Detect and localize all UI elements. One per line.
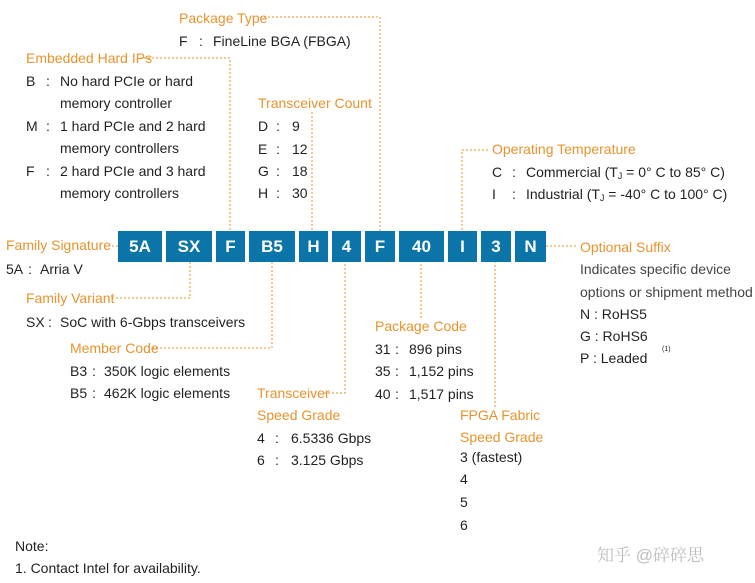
code-box-operating-temperature: I [448, 231, 477, 262]
item-value: 350K logic elements [104, 363, 231, 379]
item-key: E [258, 141, 268, 157]
leader-member-code [152, 262, 272, 348]
optional-suffix-item: P : Leaded [580, 350, 648, 366]
item-key: G [258, 163, 269, 179]
item-value: 30 [292, 185, 308, 201]
transceiver-count-item [258, 118, 318, 134]
leader-operating-temperature [462, 150, 488, 231]
item-key: F [26, 163, 35, 179]
fpga-speed-grade-title-1: FPGA Fabric [460, 407, 541, 423]
package-code-item [375, 386, 475, 402]
item-sep: : [46, 73, 50, 89]
item-sep: : [46, 163, 50, 179]
item-sep: : [28, 261, 32, 277]
item-sep: : [276, 185, 280, 201]
transceiver-speed-grade-item [257, 452, 377, 468]
item-sep: : [92, 385, 96, 401]
item-value: 18 [292, 163, 308, 179]
family-signature-title: Family Signature [6, 237, 112, 253]
operating-temperature-item-i [492, 186, 732, 202]
item-sep: : [46, 118, 50, 134]
transceiver-count-item [258, 185, 318, 201]
item-value: 462K logic elements [104, 385, 231, 401]
family-variant-item [26, 314, 246, 330]
embedded-hard-ips-item-b [26, 73, 206, 113]
item-key: B3 [70, 363, 88, 379]
code-box-fpga-speed-grade: 3 [481, 231, 511, 262]
transceiver-count-item [258, 163, 318, 179]
package-type-title: Package Type [179, 10, 268, 26]
transceiver-speed-grade-title-2: Speed Grade [257, 407, 341, 423]
value-sub: J [599, 193, 605, 203]
code-box-optional-suffix: N [515, 231, 546, 262]
item-sep: : [276, 163, 280, 179]
operating-temperature-title: Operating Temperature [492, 141, 636, 157]
item-line1: 1 hard PCIe and 2 hard [60, 118, 206, 134]
member-code-item [70, 363, 230, 379]
fpga-speed-grade-title-2: Speed Grade [460, 429, 544, 445]
item-key: SX [26, 314, 45, 330]
item-value: 9 [292, 118, 300, 134]
item-sep: : [512, 186, 516, 202]
operating-temperature-item-c [492, 164, 732, 180]
item-line2: memory controllers [60, 185, 180, 201]
item-key: 31 [375, 341, 391, 357]
code-box-transceiver-speed-grade: 4 [332, 231, 361, 262]
item-key: M [26, 118, 38, 134]
leader-transceiver-speed-grade [324, 262, 345, 393]
item-value: SoC with 6-Gbps transceivers [60, 314, 246, 330]
family-signature-item [6, 261, 106, 277]
item-line1: 2 hard PCIe and 3 hard [60, 163, 206, 179]
code-box-family-variant: SX [166, 231, 212, 262]
embedded-hard-ips-title: Embedded Hard IPs [26, 50, 153, 66]
item-key: 40 [375, 386, 391, 402]
fpga-speed-grade-item: 6 [460, 517, 468, 533]
item-value [526, 186, 727, 206]
code-box-package-type: F [365, 231, 395, 262]
optional-suffix-item: G : RoHS6 [580, 328, 648, 344]
item-value: 12 [292, 141, 308, 157]
package-code-title: Package Code [375, 318, 467, 334]
embedded-hard-ips-item-m [26, 118, 206, 158]
member-code-title: Member Code [70, 340, 159, 356]
item-key: C [492, 164, 503, 180]
member-code-item [70, 385, 230, 401]
value-sub: J [617, 171, 623, 181]
item-key: B [26, 73, 36, 89]
item-value: 6.5336 Gbps [291, 430, 372, 446]
watermark: 知乎 @碎碎思 [597, 546, 704, 565]
optional-suffix-item: N : RoHS5 [580, 306, 647, 322]
package-code-item [375, 341, 475, 357]
value-post: = 0° C to 85° C) [622, 164, 725, 180]
value-post: = -40° C to 100° C) [604, 186, 728, 202]
package-type-item [179, 33, 349, 49]
item-key: D [258, 118, 269, 134]
optional-suffix-title: Optional Suffix [580, 239, 671, 255]
item-sep: : [276, 141, 280, 157]
transceiver-speed-grade-item [257, 430, 377, 446]
item-value: 3.125 Gbps [291, 452, 364, 468]
code-box-member-code: B5 [249, 231, 295, 262]
family-variant-title: Family Variant [26, 290, 115, 306]
note-text: 1. Contact Intel for availability. [15, 560, 201, 576]
note-title: Note: [15, 538, 49, 554]
optional-suffix-footnote: (1) [662, 346, 671, 353]
item-sep: : [276, 118, 280, 134]
item-sep: : [512, 164, 516, 180]
embedded-hard-ips-item-f [26, 163, 206, 203]
code-box-family-signature: 5A [118, 231, 162, 262]
item-key: 4 [257, 430, 265, 446]
item-line2: memory controller [60, 95, 173, 111]
package-type-key: F [179, 33, 188, 49]
item-sep: : [275, 430, 279, 446]
code-box-package-code: 40 [399, 231, 444, 262]
leader-family-variant [112, 262, 190, 298]
optional-suffix-desc-2: options or shipment method [580, 284, 753, 300]
fpga-speed-grade-item: 4 [460, 471, 468, 487]
item-value: 1,517 pins [409, 386, 474, 402]
package-type-sep: : [199, 33, 203, 49]
item-sep: : [395, 386, 399, 402]
item-line2: memory controllers [60, 140, 180, 156]
fpga-speed-grade-item: 3 (fastest) [460, 449, 523, 465]
fpga-speed-grade-item: 5 [460, 494, 468, 510]
item-sep: : [275, 452, 279, 468]
item-key: H [258, 185, 269, 201]
item-key: 5A [6, 261, 24, 277]
item-line1: No hard PCIe or hard [60, 73, 194, 89]
value-pre: Industrial (T [526, 186, 600, 202]
item-value: Arria V [40, 261, 83, 277]
code-box-transceiver-count: H [299, 231, 328, 262]
item-key: 6 [257, 452, 265, 468]
item-value: 896 pins [409, 341, 462, 357]
item-value [526, 164, 725, 184]
transceiver-count-item [258, 141, 318, 157]
transceiver-speed-grade-title-1: Transceiver [257, 385, 330, 401]
item-sep: : [395, 341, 399, 357]
optional-suffix-desc-1: Indicates specific device [580, 261, 731, 277]
item-sep: : [92, 363, 96, 379]
item-key: B5 [70, 385, 88, 401]
package-type-value: FineLine BGA (FBGA) [213, 33, 351, 49]
item-sep: : [48, 314, 52, 330]
item-value: 1,152 pins [409, 363, 474, 379]
package-code-item [375, 363, 475, 379]
code-box-embedded-hard-ips: F [216, 231, 245, 262]
item-key: I [492, 186, 496, 202]
item-key: 35 [375, 363, 391, 379]
item-sep: : [395, 363, 399, 379]
transceiver-count-title: Transceiver Count [258, 95, 372, 111]
value-pre: Commercial (T [526, 164, 618, 180]
